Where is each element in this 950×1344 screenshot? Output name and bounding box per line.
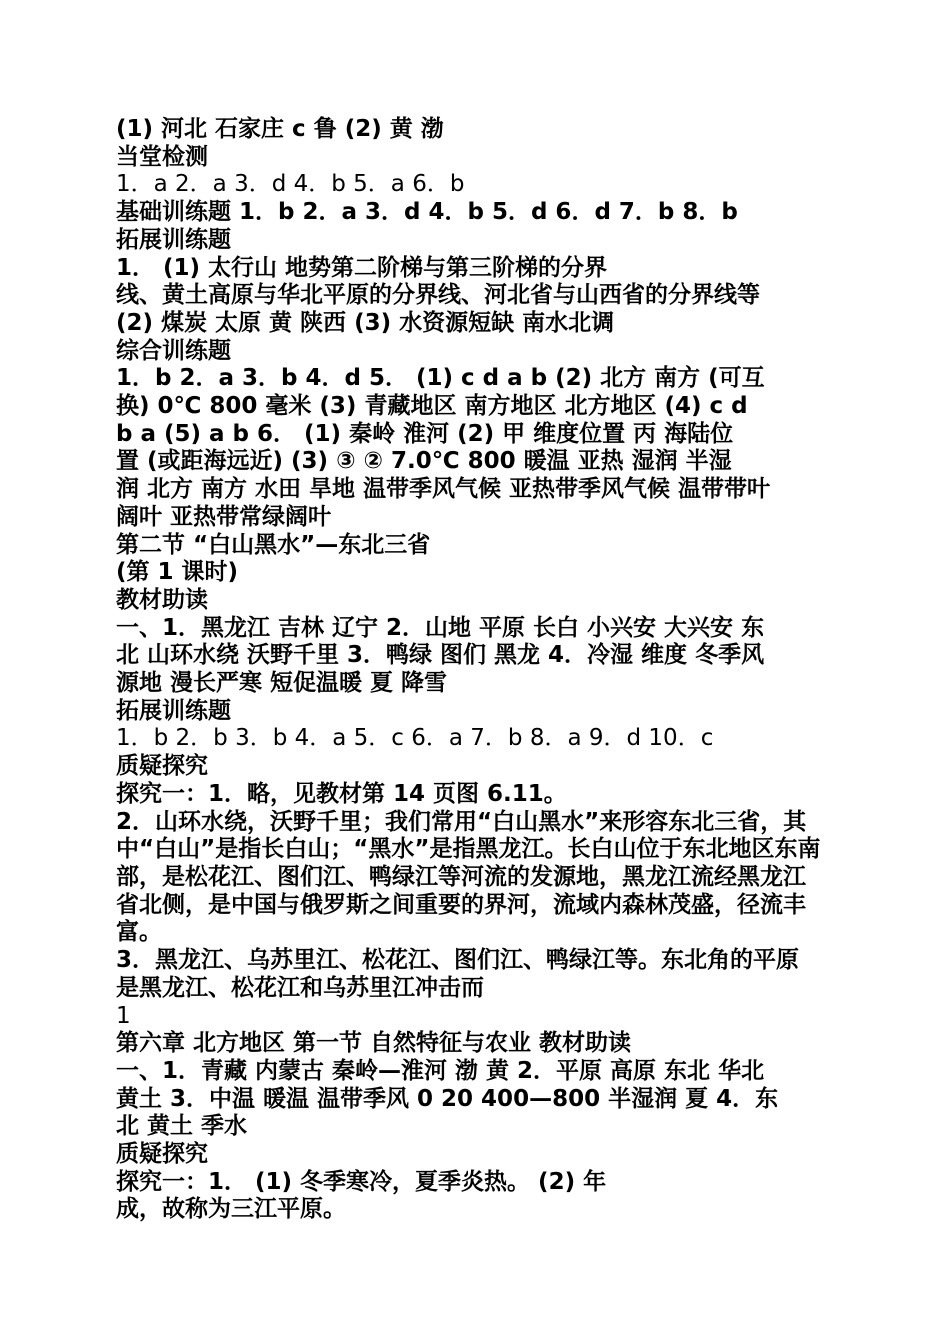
text-line: 富。 [116,919,162,946]
text-line: 中“白山”是指长白山；“黑水”是指黑龙江。长白山位于东北地区东南 [116,836,821,863]
text-line: 探究一：1． (1) 冬季寒冷，夏季炎热。 (2) 年 [116,1168,607,1195]
text-line: 当堂检测 [116,143,208,170]
text-line: 质疑探究 [116,753,208,780]
text-line: 教材助读 [116,586,208,613]
text-line: 一、1．青藏 内蒙古 秦岭—淮河 渤 黄 2．平原 高原 东北 华北 [116,1057,765,1084]
text-line: b a (5) a b 6． (1) 秦岭 淮河 (2) 甲 维度位置 丙 海陆位 [116,420,734,447]
text-line: (第 1 课时) [116,559,239,586]
text-line: 润 北方 南方 水田 旱地 温带季风气候 亚热带季风气候 温带带叶 [116,476,771,503]
text-line: 源地 漫长严寒 短促温暖 夏 降雪 [116,670,448,697]
text-line: 1．a 2．a 3．d 4．b 5．a 6．b [116,171,465,198]
text-line: 1 [116,1002,131,1029]
text-line: 1．b 2．a 3．b 4．d 5． (1) c d a b (2) 北方 南方 (可互 [116,365,765,392]
text-line: 2．山环水绕，沃野千里；我们常用“白山黑水”来形容东北三省，其 [116,808,807,835]
text-line: 北 山环水绕 沃野千里 3．鸭绿 图们 黑龙 4．冷湿 维度 冬季风 [116,642,765,669]
text-line: (2) 煤炭 太原 黄 陕西 (3) 水资源短缺 南水北调 [116,309,615,336]
text-line: 第六章 北方地区 第一节 自然特征与农业 教材助读 [116,1030,632,1057]
text-line: 线、黄土高原与华北平原的分界线、河北省与山西省的分界线等 [116,282,760,309]
document-page [116,116,836,1224]
text-line: 换) 0℃ 800 毫米 (3) 青藏地区 南方地区 北方地区 (4) c d [116,393,748,420]
text-line: 3．黑龙江、乌苏里江、松花江、图们江、鸭绿江等。东北角的平原 [116,947,800,974]
text-line: 拓展训练题 [116,697,231,724]
text-line: 综合训练题 [116,337,231,364]
text-line: 是黑龙江、松花江和乌苏里江冲击而 [116,974,484,1001]
text-line: 1． (1) 太行山 地势第二阶梯与第三阶梯的分界 [116,254,608,281]
text-line: 基础训练题 1．b 2．a 3．d 4．b 5．d 6．d 7．b 8．b [116,199,738,226]
text-line: 探究一：1．略，见教材第 14 页图 6.11。 [116,780,567,807]
text-line: (1) 河北 石家庄 c 鲁 (2) 黄 渤 [116,116,444,142]
text-line: 置 (或距海远近) (3) ③ ② 7.0℃ 800 暖温 亚热 湿润 半湿 [116,448,732,475]
text-line: 成，故称为三江平原。 [116,1196,346,1223]
text-line: 部，是松花江、图们江、鸭绿江等河流的发源地，黑龙江流经黑龙江 [116,863,806,890]
text-line: 一、1．黑龙江 吉林 辽宁 2．山地 平原 长白 小兴安 大兴安 东 [116,614,765,641]
text-line: 第二节 “白山黑水”—东北三省 [116,531,431,558]
text-line: 黄土 3．中温 暖温 温带季风 0 20 400—800 半湿润 夏 4．东 [116,1085,779,1112]
text-line: 1．b 2．b 3．b 4．a 5．c 6．a 7．b 8．a 9．d 10．c [116,725,714,752]
text-line: 拓展训练题 [116,226,231,253]
text-line: 质疑探究 [116,1141,208,1168]
text-line: 阔叶 亚热带常绿阔叶 [116,503,332,530]
text-line: 省北侧，是中国与俄罗斯之间重要的界河，流域内森林茂盛，径流丰 [116,891,806,918]
text-line: 北 黄土 季水 [116,1113,248,1140]
